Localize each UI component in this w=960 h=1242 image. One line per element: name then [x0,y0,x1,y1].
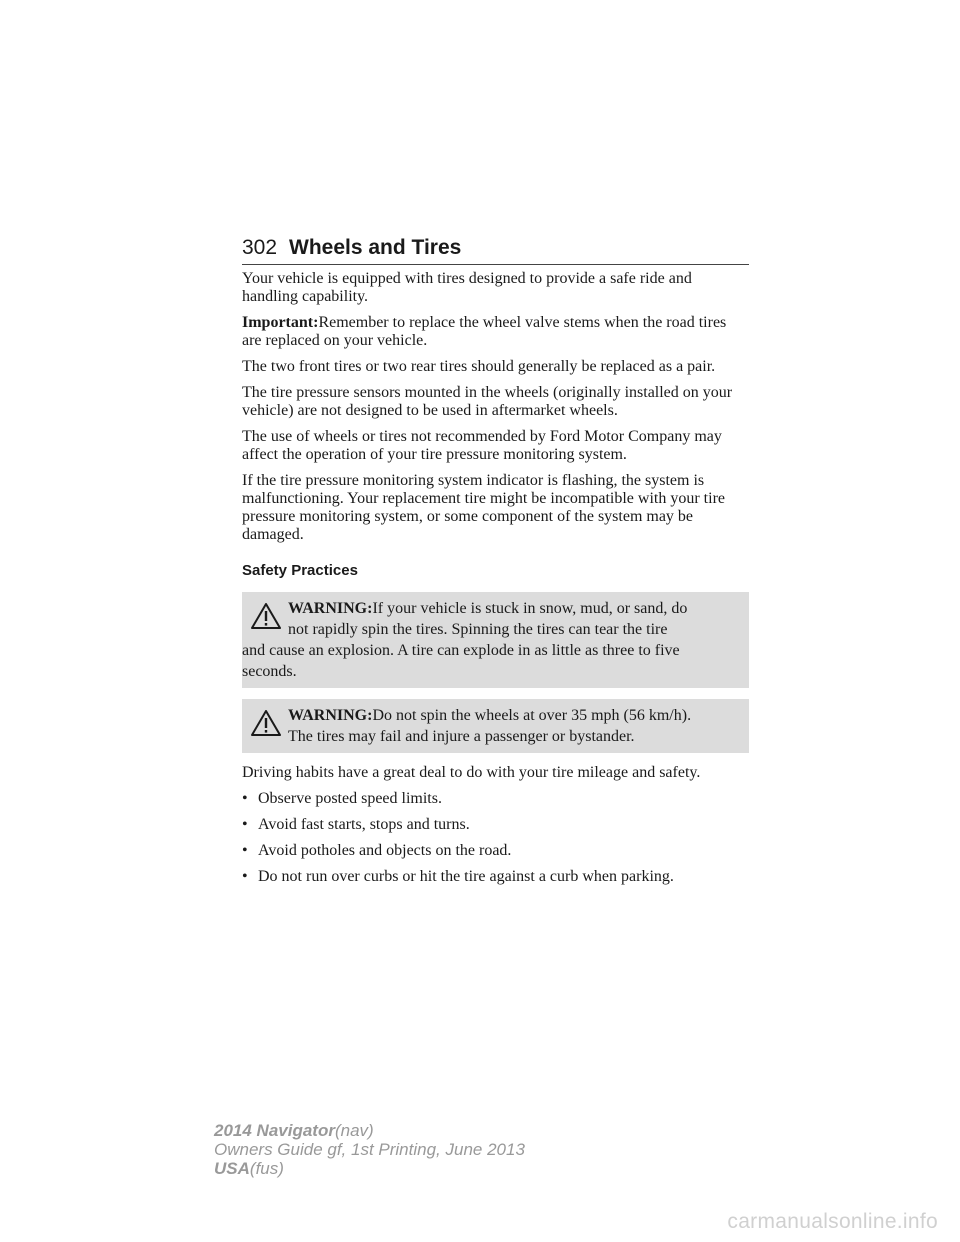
paragraph-tires-designed: Your vehicle is equipped with tires designed to provide a safe ride and handling capability. [242,270,692,305]
footer-line-printing: Owners Guide gf, 1st Printing, June 2013 [214,1140,525,1159]
warning2-line2: The tires may fail and injure a passenger or bystander. [288,728,635,745]
warning1-label: WARNING: [288,600,373,617]
warning1-line3: and cause an explosion. A tire can explode in as little as three to five [242,642,680,659]
section-title: Wheels and Tires [289,236,462,259]
paragraph-driving-habits: Driving habits have a great deal to do with your tire mileage and safety. [242,764,701,781]
paragraph-replace-pair: The two front tires or two rear tires should generally be replaced as a pair. [242,358,716,375]
list-item [242,816,749,834]
warning-box-stuck [242,592,749,688]
safety-practices-heading: Safety Practices [242,562,358,579]
page-content [242,270,749,894]
important-text: Remember to replace the wheel valve stems when the road tires are replaced on your vehicle. [242,314,727,349]
warning-box-spin-speed [242,699,749,753]
bullet-icon: • [242,868,248,885]
footer-market: USA [214,1159,250,1178]
list-item-text: Do not run over curbs or hit the tire against a curb when parking. [258,868,674,885]
paragraph-pressure-sensors: The tire pressure sensors mounted in the wheels (originally installed on your vehicle) are not designed to be used in aftermarket wheels. [242,384,733,419]
warning2-label: WARNING: [288,707,373,724]
page-number: 302 [242,236,278,259]
list-item [242,842,749,860]
header-rule [242,264,749,265]
list-item [242,868,749,886]
list-item-text: Observe posted speed limits. [258,790,442,807]
page-header [242,233,749,263]
paragraph-not-recommended: The use of wheels or tires not recommended by Ford Motor Company may affect the operation of your tire pressure monitoring system. [242,428,722,463]
warning2-line1-text: Do not spin the wheels at over 35 mph (56 km/h). [372,707,692,724]
bullet-icon: • [242,790,248,807]
warning1-line2: not rapidly spin the tires. Spinning the tires can tear the tire [288,621,668,638]
footer-line-model [214,1121,525,1140]
footer-market-code: (fus) [249,1159,284,1178]
warning1-line1-text: If your vehicle is stuck in snow, mud, or sand, do [372,600,688,617]
list-item [242,790,749,808]
important-label: Important: [242,314,319,331]
paragraph-important [242,314,749,350]
warning2-line1 [242,705,741,726]
footer-line-market [214,1159,525,1178]
footer-model: 2014 Navigator [214,1121,335,1140]
bullet-icon: • [242,842,248,859]
footer-model-code: (nav) [334,1121,374,1140]
warning-triangle-icon [250,709,282,737]
driving-tips-list [242,790,749,886]
list-item-text: Avoid potholes and objects on the road. [258,842,512,859]
page-footer [214,1121,525,1178]
paragraph-indicator-flashing: If the tire pressure monitoring system indicator is flashing, the system is malfunctioning. Your replacement tire might be incompatible with your tire pressure monitoring system, or some component of the system may be damaged. [242,472,725,543]
warning-triangle-icon [250,602,282,630]
bullet-icon: • [242,816,248,833]
list-item-text: Avoid fast starts, stops and turns. [258,816,470,833]
warning1-line1 [242,598,741,619]
warning1-line4: seconds. [242,663,297,680]
site-watermark: carmanualsonline.info [727,1210,938,1233]
